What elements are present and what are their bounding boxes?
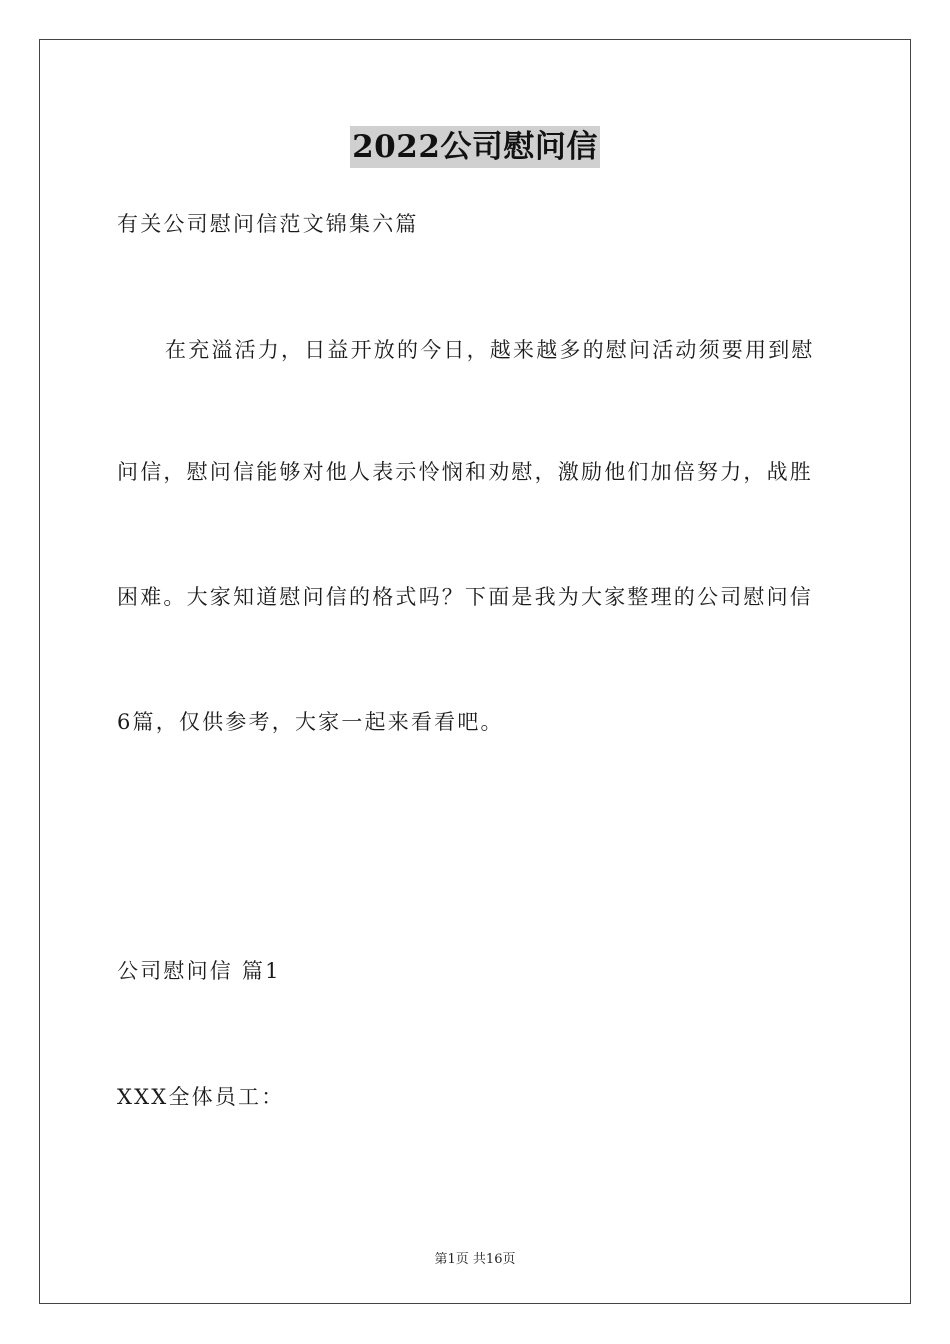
document-title-wrap (0, 126, 950, 168)
intro-line-4: 6篇，仅供参考，大家一起来看看吧。 (117, 710, 504, 734)
intro-line-2: 问信，慰问信能够对他人表示怜悯和劝慰，激励他们加倍努力，战胜 (117, 460, 813, 484)
section-heading: 公司慰问信 篇1 (117, 959, 281, 983)
intro-line-1: 在充溢活力，日益开放的今日，越来越多的慰问活动须要用到慰 (165, 338, 815, 362)
salutation: XXX全体员工： (117, 1085, 285, 1109)
document-subtitle: 有关公司慰问信范文锦集六篇 (117, 212, 419, 236)
document-title: 2022公司慰问信 (350, 126, 600, 168)
intro-line-3: 困难。大家知道慰问信的格式吗？下面是我为大家整理的公司慰问信 (117, 585, 813, 609)
page-footer: 第1页 共16页 (434, 1252, 516, 1267)
